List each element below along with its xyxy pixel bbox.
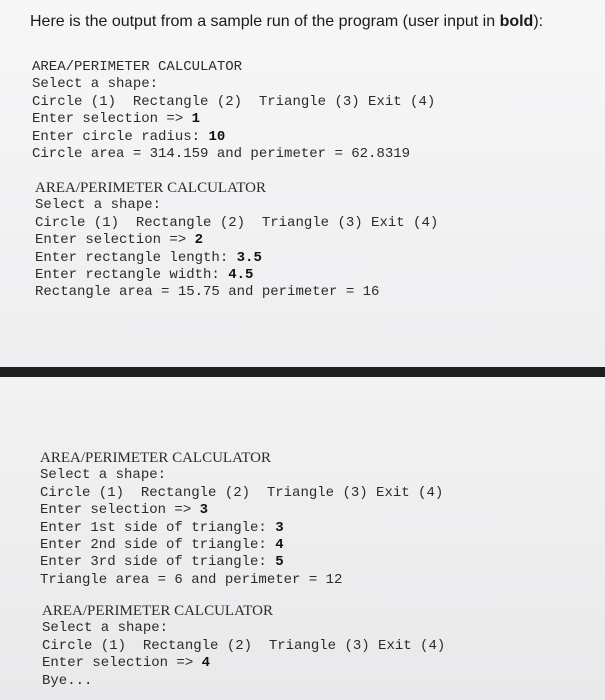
select-shape-prompt: Select a shape: (40, 467, 167, 484)
run-title: AREA/PERIMETER CALCULATOR (32, 59, 243, 75)
input-value: 3 (275, 519, 284, 536)
selection-prompt: Enter selection => (32, 111, 192, 128)
intro-lead: Here is the output from a sample run of the program (user input in (30, 13, 500, 30)
input-line (40, 554, 443, 571)
run-title: AREA/PERIMETER CALCULATOR (40, 450, 271, 466)
shape-menu: Circle (1) Rectangle (2) Triangle (3) Exit (4) (32, 93, 436, 110)
input-value: 4.5 (228, 266, 254, 283)
sample-run-2 (35, 180, 438, 302)
selection-line (32, 111, 435, 128)
sample-run-3 (40, 450, 443, 589)
run-title: AREA/PERIMETER CALCULATOR (42, 603, 273, 619)
input-line (40, 537, 443, 554)
shape-menu: Circle (1) Rectangle (2) Triangle (3) Exit (4) (40, 484, 444, 501)
input-line (35, 250, 438, 267)
input-line (32, 129, 435, 146)
selection-value: 1 (191, 111, 201, 128)
result-line: Rectangle area = 15.75 and perimeter = 16 (35, 284, 380, 301)
run-title: AREA/PERIMETER CALCULATOR (35, 180, 266, 196)
input-prompt: Enter rectangle length: (35, 249, 237, 266)
selection-prompt: Enter selection => (42, 655, 202, 672)
input-prompt: Enter 1st side of triangle: (40, 519, 276, 536)
selection-line (35, 232, 438, 249)
select-shape-prompt: Select a shape: (32, 76, 159, 93)
intro-suffix: ): (533, 13, 544, 30)
shape-menu: Circle (1) Rectangle (2) Triangle (3) Exit (4) (35, 214, 439, 231)
selection-prompt: Enter selection => (35, 232, 195, 249)
select-shape-prompt: Select a shape: (35, 197, 162, 214)
result-line: Bye... (42, 672, 93, 689)
selection-line (42, 655, 445, 672)
result-line: Triangle area = 6 and perimeter = 12 (40, 571, 343, 588)
input-prompt: Enter 2nd side of triangle: (40, 536, 276, 553)
divider-bar (0, 367, 605, 377)
input-line (35, 267, 438, 284)
shape-menu: Circle (1) Rectangle (2) Triangle (3) Exit (4) (42, 637, 446, 654)
intro-text (30, 13, 543, 31)
result-line: Circle area = 314.159 and perimeter = 62.8319 (32, 145, 411, 162)
input-value: 10 (208, 128, 226, 145)
input-value: 4 (275, 536, 284, 553)
input-line (40, 520, 443, 537)
selection-value: 3 (199, 502, 209, 519)
input-value: 3.5 (236, 249, 262, 266)
selection-value: 4 (201, 655, 211, 672)
sample-run-4 (42, 603, 445, 690)
selection-prompt: Enter selection => (40, 502, 200, 519)
input-value: 5 (275, 554, 284, 571)
input-prompt: Enter circle radius: (32, 128, 209, 145)
intro-bold-word: bold (499, 13, 534, 30)
sample-run-1 (32, 59, 435, 163)
selection-line (40, 502, 443, 519)
selection-value: 2 (194, 232, 204, 249)
input-prompt: Enter rectangle width: (35, 266, 229, 283)
select-shape-prompt: Select a shape: (42, 620, 169, 637)
input-prompt: Enter 3rd side of triangle: (40, 554, 276, 571)
